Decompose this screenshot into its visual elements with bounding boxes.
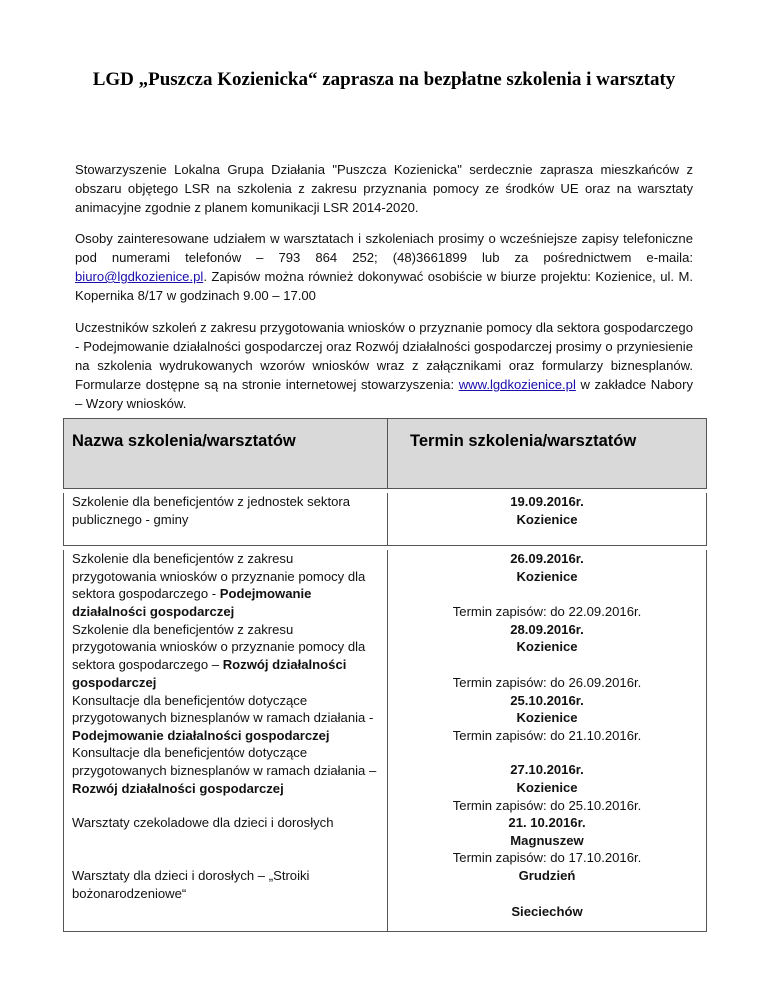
training-place: Kozienice — [516, 511, 578, 527]
training-place: Kozienice — [516, 779, 578, 795]
email-link[interactable]: biuro@lgdkozienice.pl — [75, 269, 204, 284]
training-name — [64, 867, 388, 932]
training-name — [64, 621, 388, 692]
training-date-cell — [388, 867, 707, 932]
table-row — [64, 867, 707, 932]
training-date-cell — [388, 692, 707, 745]
training-date: 27.10.2016r. — [510, 762, 584, 778]
registration-deadline: Termin zapisów: do 21.10.2016r. — [452, 727, 642, 743]
header-name: Nazwa szkolenia/warsztatów — [64, 419, 388, 489]
training-date: 25.10.2016r. — [510, 692, 584, 708]
contact-text-rest: . Zapisów można również dokonywać osobiście w biurze projektu: Kozienice, ul. M. Kopernika 8/17 w godzinach 9.00 – 17.00 — [75, 269, 693, 303]
training-name — [64, 493, 388, 546]
training-place: Kozienice — [516, 639, 578, 655]
registration-deadline: Termin zapisów: do 17.10.2016r. — [452, 850, 642, 866]
contact-paragraph — [75, 229, 693, 305]
training-date: 21. 10.2016r. — [508, 815, 586, 831]
contact-text: Osoby zainteresowane udziałem w warsztatach i szkoleniach prosimy o wcześniejsze zapisy telefoniczne pod numerami telefonów – 793 864 252; (48)3661899 lub za pośrednictwem e-maila: — [75, 231, 693, 265]
registration-deadline: Termin zapisów: do 26.09.2016r. — [452, 674, 642, 690]
training-date-cell — [388, 493, 707, 546]
training-name-text: Szkolenie dla beneficjentów z zakresu przygotowania wniosków o przyznanie pomocy dla sektora gospodarczego – — [72, 621, 366, 672]
training-place: Sieciechów — [511, 903, 583, 919]
training-name-text: Konsultacje dla beneficjentów dotyczące przygotowanych biznesplanów w ramach działania - — [72, 692, 374, 726]
forms-paragraph — [75, 318, 693, 413]
table-header-row — [64, 419, 707, 489]
intro-paragraph: Stowarzyszenie Lokalna Grupa Działania "Puszcza Kozienicka" serdecznie zaprasza mieszkańców z obszaru objętego LSR na szkolenia z zakresu przyznania pomocy ze środków UE oraz na warsztaty animacyjne zgodnie z planem komunikacji LSR 2014-2020. — [75, 162, 693, 215]
training-name-text: Warsztaty dla dzieci i dorosłych – „Stroiki bożonarodzeniowe“ — [72, 867, 310, 901]
training-date: Grudzień — [518, 867, 576, 883]
page-title: LGD „Puszcza Kozienicka“ zaprasza na bezpłatne szkolenia i warsztaty — [92, 69, 676, 90]
table-row — [64, 814, 707, 867]
training-name — [64, 692, 388, 745]
training-name-text: Szkolenie dla beneficjentów z zakresu przygotowania wniosków o przyznanie pomocy dla sektora gospodarczego - — [72, 551, 366, 602]
registration-deadline: Termin zapisów: do 22.09.2016r. — [452, 604, 642, 620]
training-name-bold: Rozwój działalności gospodarczej — [72, 780, 284, 796]
training-date-cell — [388, 550, 707, 621]
training-place: Kozienice — [516, 568, 578, 584]
forms-text: Uczestników szkoleń z zakresu przygotowania wniosków o przyznanie pomocy dla sektora gospodarczego - Podejmowanie działalności gospodarczej oraz Rozwój działalności gospodarczej prosimy o przyniesienie na szkolenia wydrukowanych wzorów wniosków wraz z załącznikami oraz formularzy biznesplanów. Formularze dostępne są na stronie internetowej stowarzyszenia: — [75, 320, 693, 392]
training-place: Magnuszew — [510, 832, 584, 848]
training-name-text: Warsztaty czekoladowe dla dzieci i dorosłych — [72, 815, 334, 831]
table-row — [64, 621, 707, 692]
events-table — [63, 418, 707, 932]
forms-text-rest: w zakładce Nabory – Wzory wniosków. — [75, 377, 693, 411]
training-date: 28.09.2016r. — [510, 621, 584, 637]
training-name-text: Konsultacje dla beneficjentów dotyczące przygotowanych biznesplanów w ramach działania – — [72, 745, 377, 778]
table-row — [64, 550, 707, 621]
training-place: Kozienice — [516, 710, 578, 726]
table-row — [64, 692, 707, 745]
training-name — [64, 744, 388, 814]
training-name-bold: Podejmowanie działalności gospodarczej — [72, 586, 312, 619]
training-name-bold: Rozwój działalności gospodarczej — [72, 656, 347, 690]
training-name-text: Szkolenie dla beneficjentów z jednostek sektora publicznego - gminy — [72, 494, 351, 527]
training-date-cell — [388, 744, 707, 814]
training-name — [64, 814, 388, 867]
header-date: Termin szkolenia/warsztatów — [388, 419, 707, 489]
training-name — [64, 550, 388, 621]
training-date-cell — [388, 621, 707, 692]
training-date: 19.09.2016r. — [510, 494, 584, 509]
training-date-cell — [388, 814, 707, 867]
training-name-bold: Podejmowanie działalności gospodarczej — [72, 727, 330, 743]
registration-deadline: Termin zapisów: do 25.10.2016r. — [452, 797, 642, 813]
table-row — [64, 493, 707, 546]
table-row — [64, 744, 707, 814]
website-link[interactable]: www.lgdkozienice.pl — [458, 377, 576, 392]
training-date: 26.09.2016r. — [510, 551, 584, 566]
